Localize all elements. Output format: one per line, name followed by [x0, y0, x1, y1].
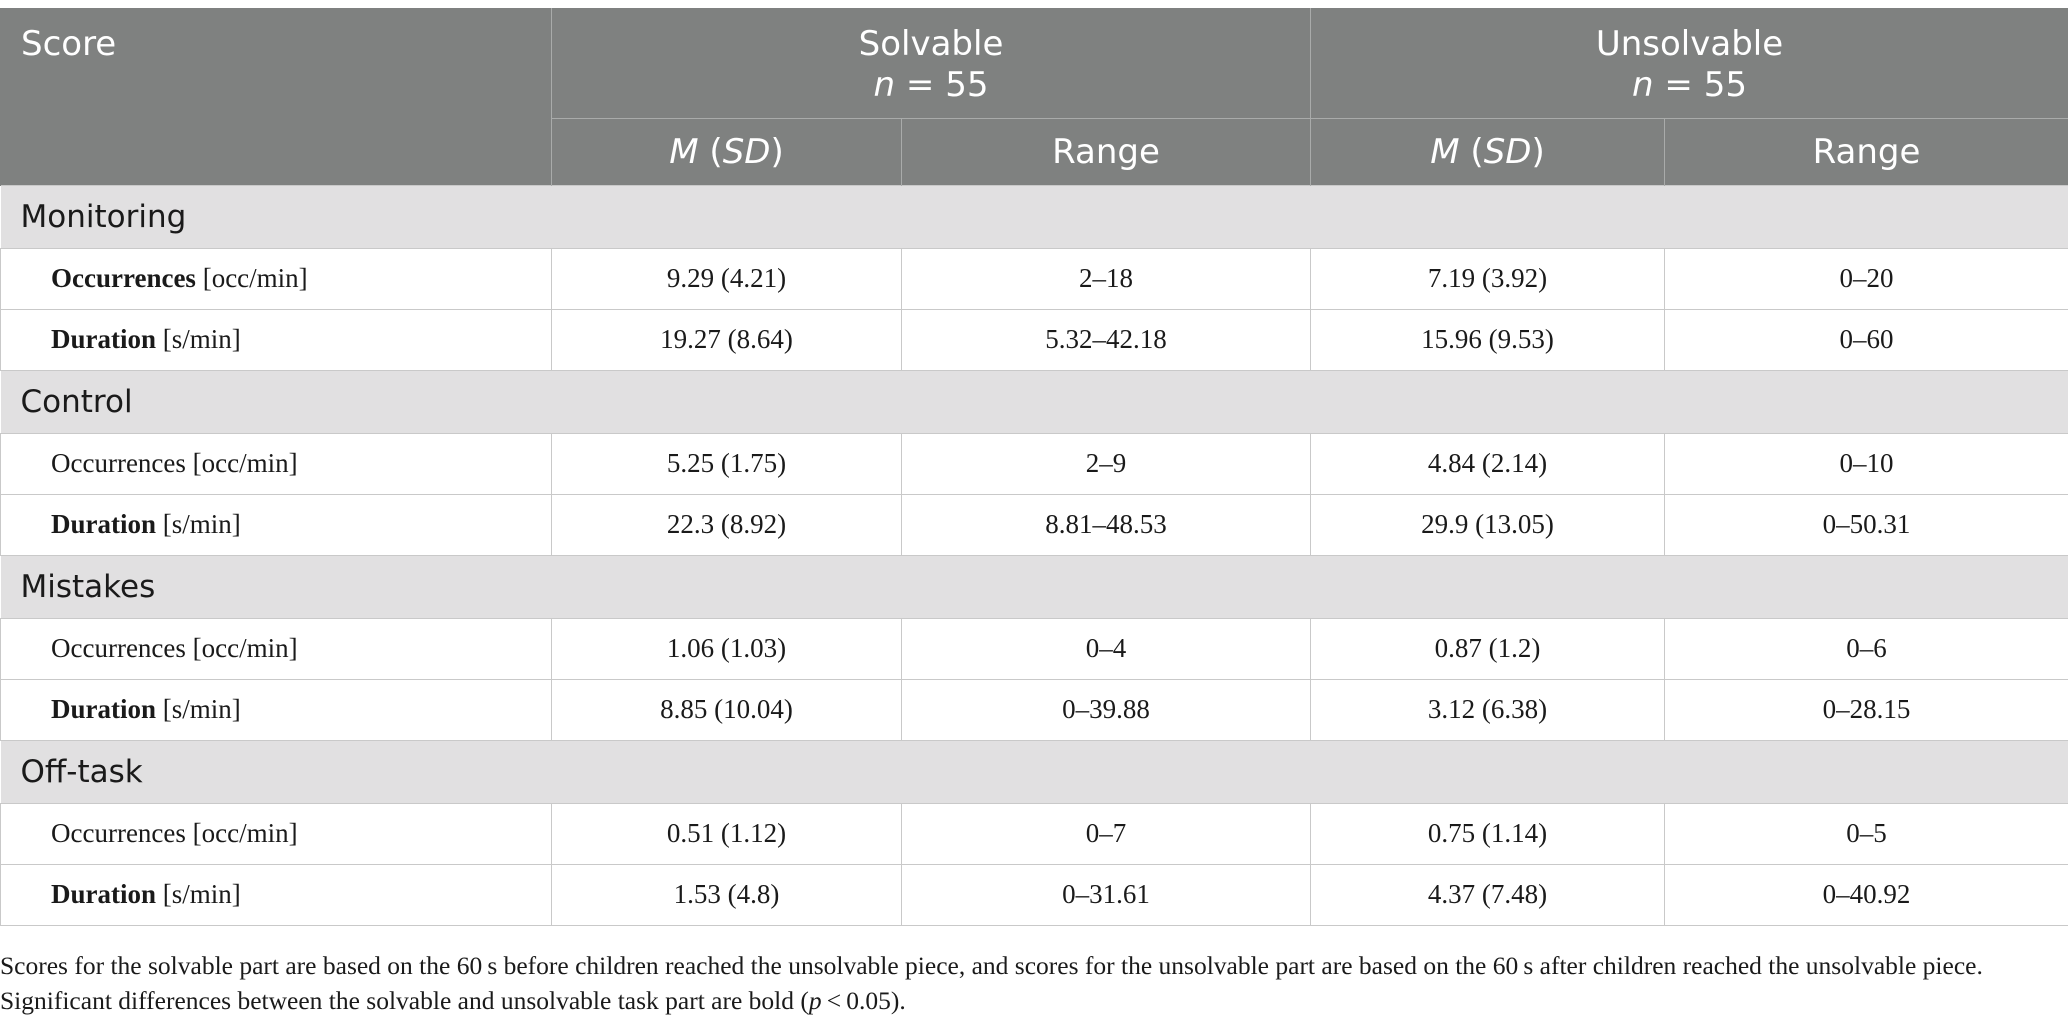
header-unsolvable: [1311, 8, 2068, 118]
solvable-range-cell: 0–4: [902, 618, 1311, 679]
row-label: [1, 618, 552, 679]
header-solvable-range: Range: [902, 118, 1311, 185]
row-label-text: Occurrences: [51, 818, 186, 848]
row-label-text: Occurrences: [51, 263, 196, 293]
header-unsolvable-n-value: = 55: [1653, 65, 1747, 105]
row-label: [1, 433, 552, 494]
solvable-msd-cell: 22.3 (8.92): [552, 494, 902, 555]
row-unit: [s/min]: [156, 879, 241, 909]
header-score: Score: [1, 8, 552, 185]
header-solvable-name: Solvable: [858, 24, 1004, 64]
table-row: [1, 679, 2068, 740]
unsolvable-range-cell: 0–6: [1665, 618, 2068, 679]
row-label-text: Duration: [51, 509, 157, 539]
unsolvable-range-cell: 0–60: [1665, 309, 2068, 370]
solvable-range-cell: 0–7: [902, 803, 1311, 864]
row-label: [1, 248, 552, 309]
solvable-msd-cell: 5.25 (1.75): [552, 433, 902, 494]
table-row: [1, 494, 2068, 555]
row-unit: [s/min]: [156, 509, 241, 539]
header-unsolvable-msd: M (SD): [1311, 118, 1665, 185]
solvable-msd-cell: 0.51 (1.12): [552, 803, 902, 864]
unsolvable-range-cell: 0–28.15: [1665, 679, 2068, 740]
row-label: [1, 309, 552, 370]
solvable-msd-cell: 19.27 (8.64): [552, 309, 902, 370]
section-row: [1, 370, 2068, 433]
section-title: Monitoring: [1, 185, 2068, 248]
solvable-range-cell: 2–9: [902, 433, 1311, 494]
row-label: [1, 803, 552, 864]
row-label-text: Duration: [51, 879, 157, 909]
header-solvable-msd: M (SD): [552, 118, 902, 185]
unsolvable-msd-cell: 15.96 (9.53): [1311, 309, 1665, 370]
table-row: [1, 433, 2068, 494]
solvable-msd-cell: 9.29 (4.21): [552, 248, 902, 309]
section-row: [1, 740, 2068, 803]
table-container: [0, 8, 2068, 926]
unsolvable-msd-cell: 3.12 (6.38): [1311, 679, 1665, 740]
table-header: [1, 8, 2068, 185]
row-unit: [s/min]: [156, 324, 241, 354]
row-unit: [occ/min]: [185, 818, 298, 848]
unsolvable-range-cell: 0–50.31: [1665, 494, 2068, 555]
row-unit: [occ/min]: [195, 263, 308, 293]
unsolvable-range-cell: 0–40.92: [1665, 864, 2068, 925]
unsolvable-msd-cell: 7.19 (3.92): [1311, 248, 1665, 309]
unsolvable-msd-cell: 4.84 (2.14): [1311, 433, 1665, 494]
solvable-range-cell: 0–31.61: [902, 864, 1311, 925]
solvable-msd-cell: 1.53 (4.8): [552, 864, 902, 925]
header-unsolvable-n-label: n: [1632, 65, 1654, 105]
row-label-text: Duration: [51, 694, 157, 724]
table-row: [1, 309, 2068, 370]
row-label: [1, 864, 552, 925]
row-unit: [s/min]: [156, 694, 241, 724]
solvable-range-cell: 8.81–48.53: [902, 494, 1311, 555]
unsolvable-range-cell: 0–10: [1665, 433, 2068, 494]
unsolvable-range-cell: 0–20: [1665, 248, 2068, 309]
unsolvable-msd-cell: 4.37 (7.48): [1311, 864, 1665, 925]
table-footnote: Scores for the solvable part are based on the 60 s before children reached the unsolvable piece, and scores for the unsolvable part are based on the 60 s after children reached the unsolvable piece. Significant differences between the solvable and unsolvable task part are bold (p < 0.05).: [0, 951, 1983, 1015]
table-row: [1, 864, 2068, 925]
row-unit: [occ/min]: [185, 633, 298, 663]
header-solvable-n-label: n: [873, 65, 896, 105]
table-row: [1, 803, 2068, 864]
solvable-msd-cell: 1.06 (1.03): [552, 618, 902, 679]
section-title: Off-task: [1, 740, 2068, 803]
unsolvable-range-cell: 0–5: [1665, 803, 2068, 864]
section-row: [1, 555, 2068, 618]
row-label: [1, 679, 552, 740]
row-label-text: Occurrences: [51, 633, 186, 663]
table-row: [1, 248, 2068, 309]
section-row: [1, 185, 2068, 248]
solvable-msd-cell: 8.85 (10.04): [552, 679, 902, 740]
header-unsolvable-range: Range: [1665, 118, 2068, 185]
unsolvable-msd-cell: 0.87 (1.2): [1311, 618, 1665, 679]
section-title: Control: [1, 370, 2068, 433]
unsolvable-msd-cell: 29.9 (13.05): [1311, 494, 1665, 555]
unsolvable-msd-cell: 0.75 (1.14): [1311, 803, 1665, 864]
header-solvable-n-value: = 55: [895, 65, 989, 105]
results-table: [0, 8, 2068, 926]
solvable-range-cell: 5.32–42.18: [902, 309, 1311, 370]
header-unsolvable-name: Unsolvable: [1595, 24, 1784, 64]
row-label-text: Duration: [51, 324, 157, 354]
row-label-text: Occurrences: [51, 448, 186, 478]
row-unit: [occ/min]: [185, 448, 298, 478]
table-body: [1, 185, 2068, 925]
table-row: [1, 618, 2068, 679]
header-solvable: [552, 8, 1311, 118]
solvable-range-cell: 2–18: [902, 248, 1311, 309]
solvable-range-cell: 0–39.88: [902, 679, 1311, 740]
section-title: Mistakes: [1, 555, 2068, 618]
row-label: [1, 494, 552, 555]
